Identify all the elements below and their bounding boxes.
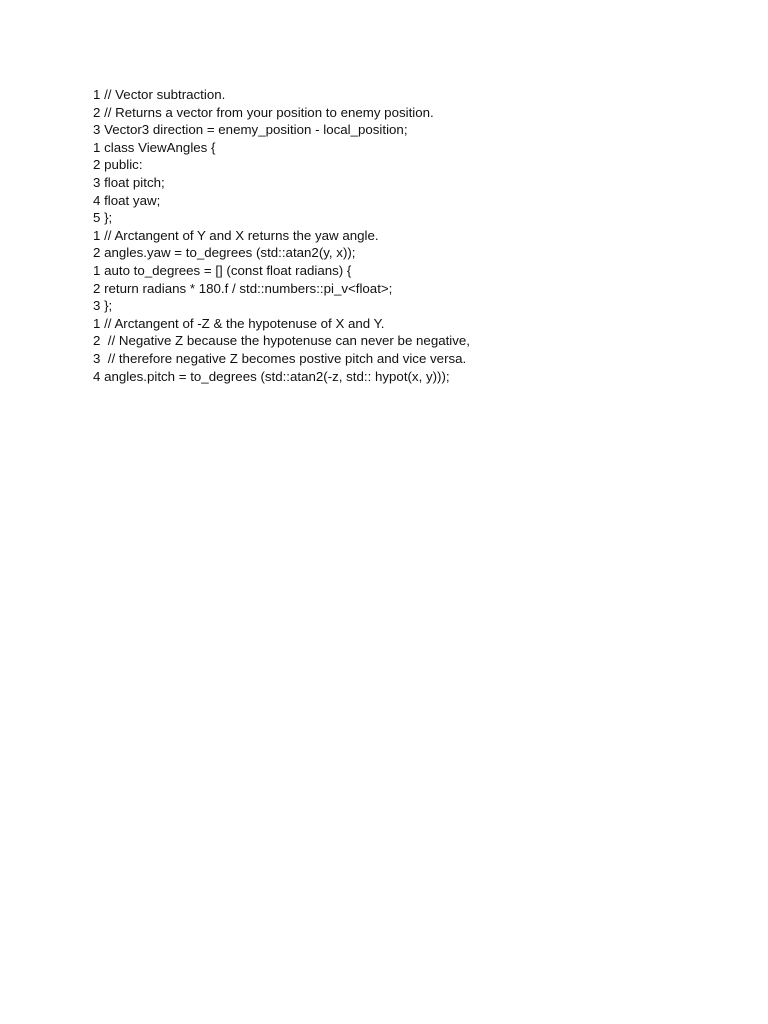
code-text-block — [93, 86, 470, 385]
text-line: 4 float yaw; — [93, 192, 161, 208]
text-line: 2 // Negative Z because the hypotenuse can never be negative, — [93, 333, 470, 349]
text-line: 2 // Returns a vector from your position to enemy position. — [93, 104, 434, 120]
text-line: 4 angles.pitch = to_degrees (std::atan2(-z, std:: hypot(x, y))); — [93, 368, 450, 384]
text-line: 1 class ViewAngles { — [93, 139, 216, 155]
text-line: 2 return radians * 180.f / std::numbers::pi_v<float>; — [93, 280, 393, 296]
text-line: 1 // Vector subtraction. — [93, 87, 226, 102]
text-line: 3 }; — [93, 298, 113, 314]
text-line: 5 }; — [93, 210, 113, 226]
text-line: 1 auto to_degrees = [] (const float radians) { — [93, 262, 352, 278]
text-line: 1 // Arctangent of Y and X returns the yaw angle. — [93, 227, 379, 243]
text-line: 2 angles.yaw = to_degrees (std::atan2(y, x)); — [93, 245, 356, 261]
text-line: 2 public: — [93, 157, 143, 173]
text-line: 3 // therefore negative Z becomes postive pitch and vice versa. — [93, 350, 467, 366]
text-line: 3 float pitch; — [93, 174, 165, 190]
text-line: 1 // Arctangent of -Z & the hypotenuse of X and Y. — [93, 315, 385, 331]
text-line: 3 Vector3 direction = enemy_position - local_position; — [93, 122, 408, 138]
